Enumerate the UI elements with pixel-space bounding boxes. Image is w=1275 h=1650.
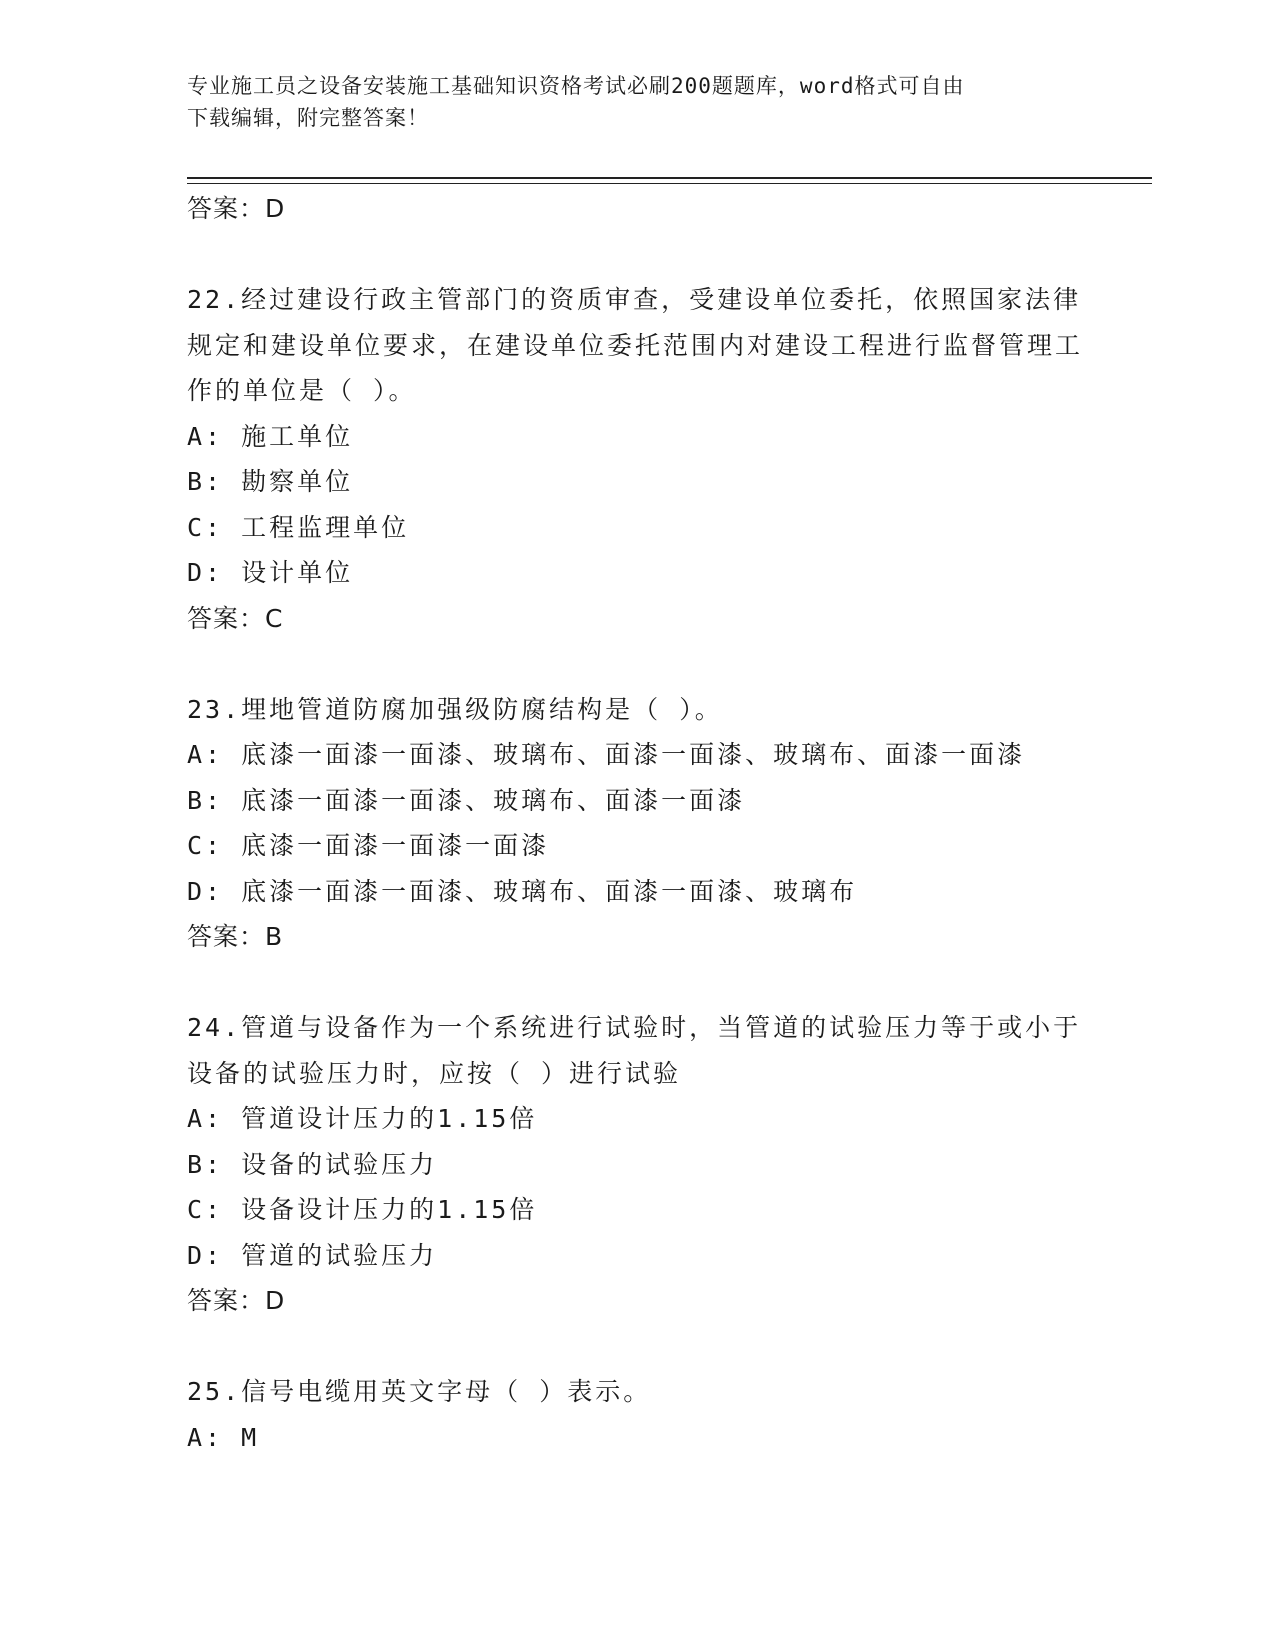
option-b: B: 勘察单位 xyxy=(187,467,354,496)
option-d: D: 设计单位 xyxy=(187,558,354,587)
document-body xyxy=(187,186,1087,1460)
question-22 xyxy=(187,277,1087,642)
question-25 xyxy=(187,1369,1087,1460)
spacer xyxy=(187,960,1087,1005)
spacer xyxy=(187,1324,1087,1369)
option-b: B: 底漆一面漆一面漆、玻璃布、面漆一面漆 xyxy=(187,785,746,815)
option-a: A: 施工单位 xyxy=(187,421,354,451)
header-line-1: 专业施工员之设备安装施工基础知识资格考试必刷200题题库，word格式可自由 xyxy=(187,74,965,98)
option-a: A: 底漆一面漆一面漆、玻璃布、面漆一面漆、玻璃布、面漆一面漆 xyxy=(187,740,1026,769)
option-c: C: 底漆一面漆一面漆一面漆 xyxy=(187,831,550,860)
document-header xyxy=(187,70,1087,134)
question-answer: 答案：B xyxy=(187,922,284,951)
header-line-2: 下载编辑，附完整答案！ xyxy=(187,106,429,130)
question-answer: 答案：D xyxy=(187,1286,286,1315)
question-answer: 答案：C xyxy=(187,603,284,633)
spacer xyxy=(187,642,1087,687)
option-b: B: 设备的试验压力 xyxy=(187,1149,438,1179)
option-c: C: 工程监理单位 xyxy=(187,512,410,542)
option-d: D: 底漆一面漆一面漆、玻璃布、面漆一面漆、玻璃布 xyxy=(187,876,858,906)
previous-answer: 答案：D xyxy=(187,194,286,223)
question-stem: 22.经过建设行政主管部门的资质审查，受建设单位委托，依照国家法律规定和建设单位要求，在建设单位委托范围内对建设工程进行监督管理工作的单位是（ ）。 xyxy=(187,285,1084,405)
question-stem: 23.埋地管道防腐加强级防腐结构是（ ）。 xyxy=(187,694,723,724)
option-a: A: 管道设计压力的1.15倍 xyxy=(187,1104,538,1133)
question-stem: 24.管道与设备作为一个系统进行试验时，当管道的试验压力等于或小于设备的试验压力时，应按（ ）进行试验 xyxy=(187,1013,1082,1088)
question-stem: 25.信号电缆用英文字母（ ）表示。 xyxy=(187,1377,652,1406)
question-24 xyxy=(187,1005,1087,1324)
header-divider-thin xyxy=(187,183,1152,184)
option-a: A: M xyxy=(187,1422,260,1452)
header-divider xyxy=(187,177,1152,179)
question-23 xyxy=(187,687,1087,961)
option-c: C: 设备设计压力的1.15倍 xyxy=(187,1195,538,1224)
spacer xyxy=(187,232,1087,277)
option-d: D: 管道的试验压力 xyxy=(187,1240,438,1270)
